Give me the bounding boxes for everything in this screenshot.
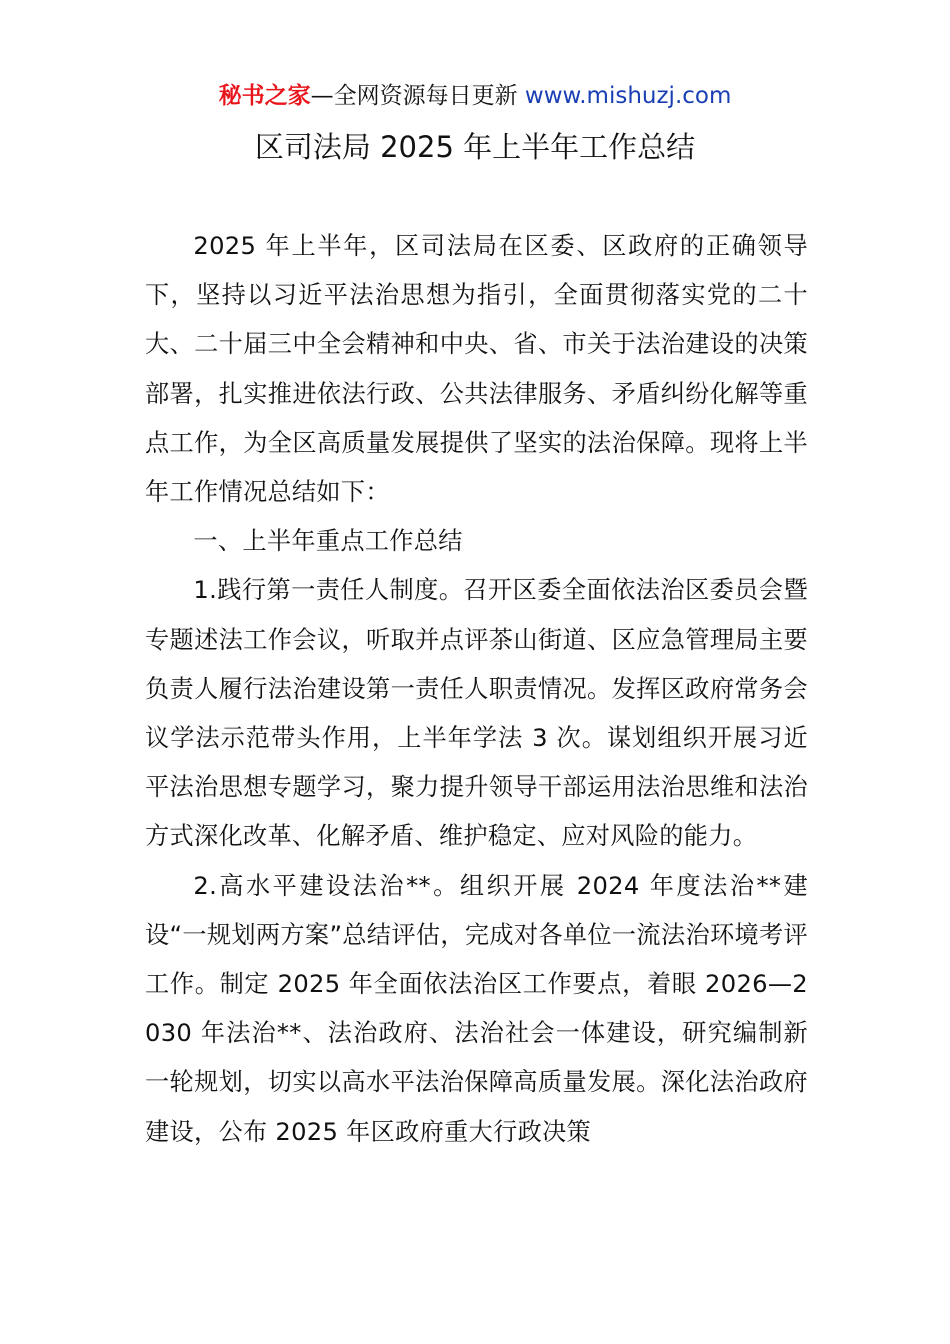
document-body	[145, 222, 808, 1157]
document-title: 区司法局 2025 年上半年工作总结	[254, 130, 696, 164]
banner-url-link[interactable]: www.mishuzj.com	[524, 83, 732, 109]
banner-brand: 秘书之家	[218, 83, 311, 109]
site-banner	[0, 80, 950, 112]
section-heading: 一、上半年重点工作总结	[193, 527, 463, 556]
banner-tagline: —全网资源每日更新	[310, 83, 525, 109]
intro-paragraph: 2025 年上半年，区司法局在区委、区政府的正确领导下，坚持以习近平法治思想为指引，全面贯彻落实党的二十大、二十届三中全会精神和中央、省、市关于法治建设的决策部署，扎实推进依法行政、公共法律服务、矛盾纠纷化解等重点工作，为全区高质量发展提供了坚实的法治保障。现将上半年工作情况总结如下：	[145, 232, 808, 507]
item-paragraph-1: 1.践行第一责任人制度。召开区委全面依法治区委员会暨专题述法工作会议，听取并点评茶山街道、区应急管理局主要负责人履行法治建设第一责任人职责情况。发挥区政府常务会议学法示范带头作用，上半年学法 3 次。谋划组织开展习近平法治思想专题学习，聚力提升领导干部运用法治思维和法治方式深化改革、化解矛盾、维护稳定、应对风险的能力。	[145, 576, 808, 851]
item-paragraph-2: 2.高水平建设法治**。组织开展 2024 年度法治**建设“一规划两方案”总结评估，完成对各单位一流法治环境考评工作。制定 2025 年全面依法治区工作要点，着眼 2026—2030 年法治**、法治政府、法治社会一体建设，研究编制新一轮规划，切实以高水平法治保障高质量发展。深化法治政府建设，公布 2025 年区政府重大行政决策	[145, 871, 808, 1146]
